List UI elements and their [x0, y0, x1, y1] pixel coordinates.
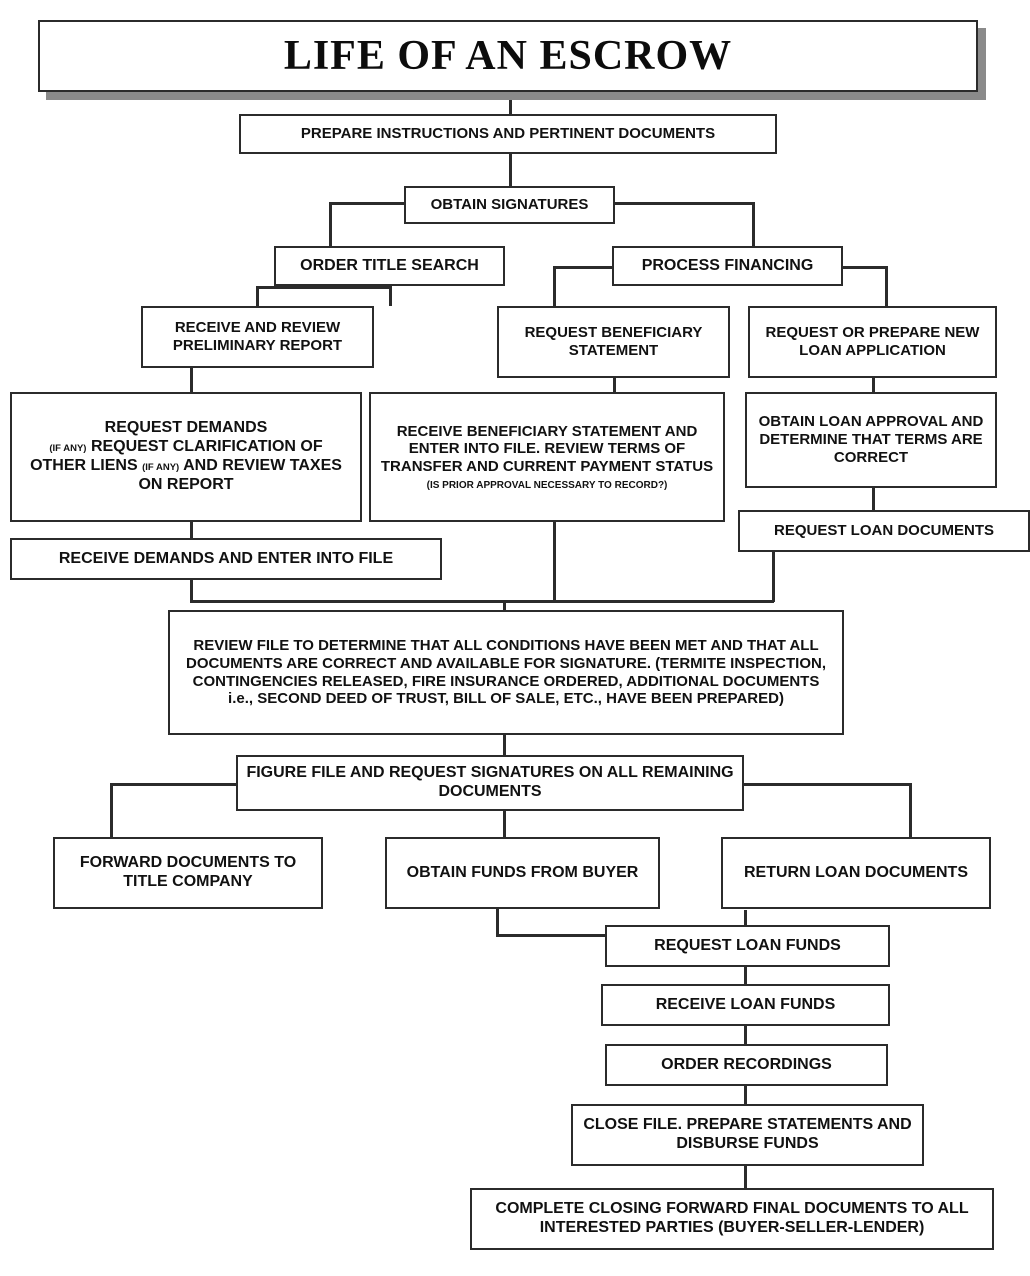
connector-close-to-complete — [744, 1166, 747, 1188]
node-obtain-funds: OBTAIN FUNDS FROM BUYER — [385, 837, 660, 909]
connector-title-to-prepare — [509, 100, 512, 114]
request-demands-line2 — [20, 438, 352, 495]
node-receive-review-preliminary: RECEIVE AND REVIEW PRELIMINARY REPORT — [141, 306, 374, 368]
connector-approval-down — [872, 488, 875, 510]
connector-review-to-figure — [503, 735, 506, 755]
connector-obtain-funds-down — [496, 909, 499, 937]
node-return-loan-documents: RETURN LOAN DOCUMENTS — [721, 837, 991, 909]
connector-title-search-h — [256, 286, 392, 289]
request-demands-review-taxes: AND REVIEW TAXES ON REPORT — [138, 457, 342, 493]
connector-order-to-close-file — [744, 1086, 747, 1104]
connector-figure-left-drop — [110, 783, 113, 837]
page-title: LIFE OF AN ESCROW — [38, 20, 978, 92]
node-receive-demands: RECEIVE DEMANDS AND ENTER INTO FILE — [10, 538, 442, 580]
receive-beneficiary-note: (IS PRIOR APPROVAL NECESSARY TO RECORD?) — [426, 479, 668, 491]
node-close-file: CLOSE FILE. PREPARE STATEMENTS AND DISBURSE FUNDS — [571, 1104, 924, 1166]
node-figure-file: FIGURE FILE AND REQUEST SIGNATURES ON ALL REMAINING DOCUMENTS — [236, 755, 744, 811]
node-receive-beneficiary-statement — [369, 392, 725, 522]
connector-signatures-bus-right — [610, 202, 755, 205]
connector-into-review-file — [503, 600, 506, 610]
node-prepare-instructions: PREPARE INSTRUCTIONS AND PERTINENT DOCUMENTS — [239, 114, 777, 154]
connector-figure-bus-right — [740, 783, 912, 786]
connector-figure-right-drop — [909, 783, 912, 837]
connector-signatures-left-drop — [329, 202, 332, 246]
receive-beneficiary-main: RECEIVE BENEFICIARY STATEMENT AND ENTER INTO FILE. REVIEW TERMS OF TRANSFER AND CURRENT PAYMENT STATUS — [380, 422, 714, 475]
connector-figure-center-drop — [503, 811, 506, 837]
node-complete-closing: COMPLETE CLOSING FORWARD FINAL DOCUMENTS TO ALL INTERESTED PARTIES (BUYER-SELLER-LENDER) — [470, 1188, 994, 1250]
connector-signatures-bus — [329, 202, 411, 205]
connector-title-search-drop — [256, 286, 259, 306]
connector-financing-bus-right — [840, 266, 888, 269]
connector-loan-docs-down — [772, 552, 775, 602]
connector-financing-bus-left — [553, 266, 615, 269]
node-process-financing: PROCESS FINANCING — [612, 246, 843, 286]
connector-figure-bus-left — [110, 783, 240, 786]
request-demands-if-any-2: (IF ANY) — [142, 462, 180, 473]
connector-benef-stmt-down — [553, 522, 556, 602]
node-receive-loan-funds: RECEIVE LOAN FUNDS — [601, 984, 890, 1026]
node-obtain-loan-approval: OBTAIN LOAN APPROVAL AND DETERMINE THAT TERMS ARE CORRECT — [745, 392, 997, 488]
connector-title-search-down — [389, 286, 392, 306]
connector-receive-to-order-recordings — [744, 1026, 747, 1044]
connector-demands-down — [190, 522, 193, 538]
connector-benef-req-down — [613, 378, 616, 392]
node-order-recordings: ORDER RECORDINGS — [605, 1044, 888, 1086]
node-order-title-search: ORDER TITLE SEARCH — [274, 246, 505, 286]
node-review-file: REVIEW FILE TO DETERMINE THAT ALL CONDITIONS HAVE BEEN MET AND THAT ALL DOCUMENTS ARE CORRECT AND AVAILABLE FOR SIGNATURE. (TERMITE INSPECTION, CONTINGENCIES RELEASED, FIRE INSURANCE ORDERED, ADDITIONAL DOCUMENTS i.e., SECOND DEED OF TRUST, BILL OF SALE, ETC., HAVE BEEN PREPARED) — [168, 610, 844, 735]
request-demands-if-any-1: (IF ANY) — [49, 443, 87, 455]
connector-prelim-down — [190, 368, 193, 392]
node-forward-documents: FORWARD DOCUMENTS TO TITLE COMPANY — [53, 837, 323, 909]
connector-financing-left-drop — [553, 266, 556, 306]
node-request-prepare-loan-application: REQUEST OR PREPARE NEW LOAN APPLICATION — [748, 306, 997, 378]
node-request-demands — [10, 392, 362, 522]
connector-receive-demands-down — [190, 580, 193, 602]
connector-prepare-to-signatures — [509, 154, 512, 186]
request-demands-clarification: REQUEST CLARIFICATION OF OTHER LIENS — [30, 438, 323, 474]
node-request-beneficiary-statement: REQUEST BENEFICIARY STATEMENT — [497, 306, 730, 378]
node-request-loan-funds: REQUEST LOAN FUNDS — [605, 925, 890, 967]
request-demands-line1: REQUEST DEMANDS — [104, 419, 268, 437]
node-request-loan-documents: REQUEST LOAN DOCUMENTS — [738, 510, 1030, 552]
connector-request-to-receive-funds — [744, 967, 747, 984]
node-obtain-signatures: OBTAIN SIGNATURES — [404, 186, 615, 224]
connector-financing-right-drop — [885, 266, 888, 306]
connector-review-bus — [190, 600, 774, 603]
connector-signatures-right-drop — [752, 202, 755, 246]
connector-loan-app-down — [872, 378, 875, 392]
